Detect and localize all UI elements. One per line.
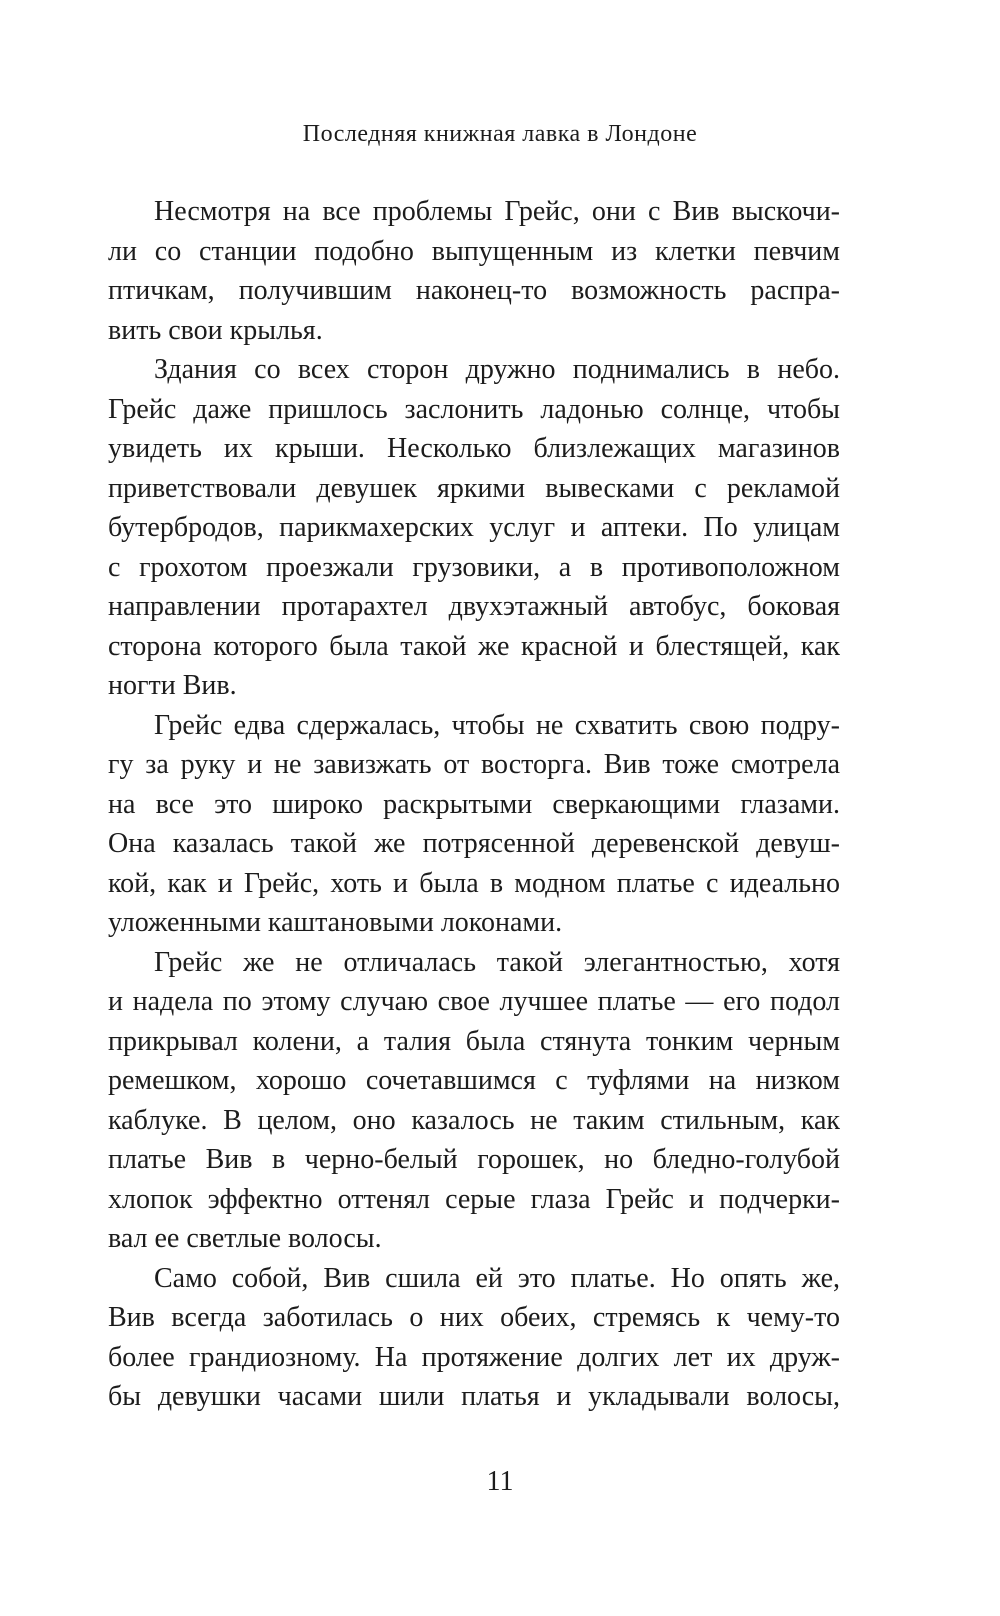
text-line: вить свои крылья. bbox=[108, 314, 323, 346]
text-line: ли со станции подобно выпущенным из клетки певчим bbox=[108, 235, 840, 267]
text-line: кой, как и Грейс, хоть и была в модном платье с идеально bbox=[108, 867, 840, 899]
text-line: гу за руку и не завизжать от восторга. Вив тоже смотрела bbox=[108, 749, 840, 780]
text-line: на все это широко раскрытыми сверкающими глазами. bbox=[108, 788, 840, 820]
text-line: хлопок эффектно оттенял серые глаза Грейс и подчерки- bbox=[108, 1183, 840, 1215]
paragraph bbox=[108, 943, 840, 1259]
text-line: сторона которого была такой же красной и блестящей, как bbox=[108, 630, 840, 662]
text-line: бы девушки часами шили платья и укладывали волосы, bbox=[108, 1381, 840, 1412]
text-line: Вив всегда заботилась о них обеих, стремясь к чему-то bbox=[108, 1302, 840, 1333]
paragraph bbox=[108, 350, 840, 706]
text-line: приветствовали девушек яркими вывесками с рекламой bbox=[108, 472, 840, 504]
text-line: платье Вив в черно-белый горошек, но бледно-голубой bbox=[108, 1144, 840, 1175]
text-line: Она казалась такой же потрясенной деревенской девуш- bbox=[108, 828, 840, 859]
text-line: прикрывал колени, а талия была стянута тонким черным bbox=[108, 1025, 840, 1057]
text-line: Грейс даже пришлось заслонить ладонью солнце, чтобы bbox=[108, 393, 840, 425]
text-line: ногти Вив. bbox=[108, 670, 237, 701]
text-line: направлении протарахтел двухэтажный автобус, боковая bbox=[108, 591, 840, 622]
paragraph bbox=[108, 706, 840, 943]
text-line: увидеть их крыши. Несколько близлежащих магазинов bbox=[108, 433, 840, 464]
text-line: более грандиозному. На протяжение долгих лет их друж- bbox=[108, 1341, 840, 1373]
paragraph bbox=[108, 192, 840, 350]
text-line: ремешком, хорошо сочетавшимся с туфлями на низком bbox=[108, 1065, 840, 1096]
body-text bbox=[108, 192, 840, 1417]
text-line: Грейс же не отличалась такой элегантностью, хотя bbox=[154, 946, 840, 978]
text-line: каблуке. В целом, оно казалось не таким стильным, как bbox=[108, 1104, 840, 1136]
running-header: Последняя книжная лавка в Лондоне bbox=[302, 121, 698, 147]
page-number: 11 bbox=[486, 1466, 514, 1497]
text-line: и надела по этому случаю свое лучшее платье — его подол bbox=[108, 986, 840, 1017]
paragraph bbox=[108, 1259, 840, 1417]
text-line: уложенными каштановыми локонами. bbox=[108, 907, 563, 938]
text-line: Грейс едва сдержалась, чтобы не схватить свою подру- bbox=[154, 709, 840, 741]
text-line: с грохотом проезжали грузовики, а в противоположном bbox=[108, 551, 840, 583]
text-line: вал ее светлые волосы. bbox=[108, 1223, 382, 1254]
text-line: Само собой, Вив сшила ей это платье. Но опять же, bbox=[154, 1262, 840, 1294]
text-line: бутербродов, парикмахерских услуг и аптеки. По улицам bbox=[108, 512, 840, 543]
text-line: птичкам, получившим наконец-то возможность распра- bbox=[108, 275, 840, 306]
text-line: Здания со всех сторон дружно поднимались в небо. bbox=[154, 354, 840, 385]
text-line: Несмотря на все проблемы Грейс, они с Вив выскочи- bbox=[154, 196, 840, 227]
